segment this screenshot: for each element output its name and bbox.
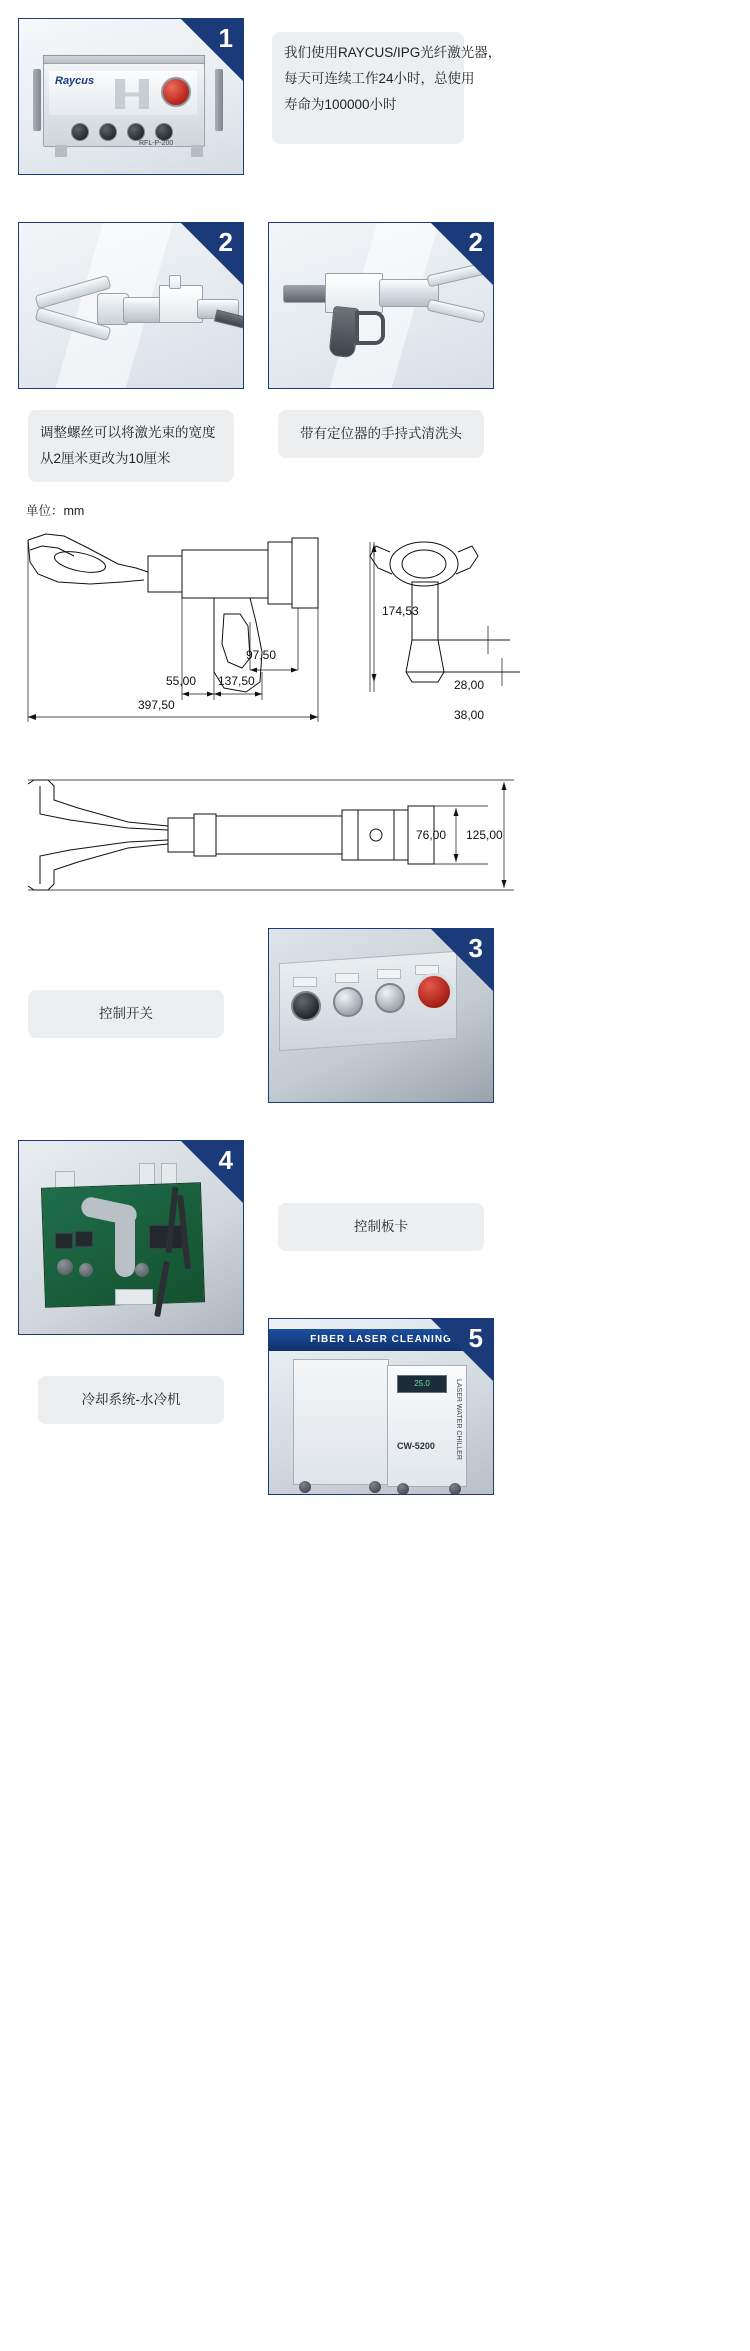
caption-laser-line-3: 寿命为100000小时 <box>284 97 397 112</box>
badge-number-2b: 2 <box>468 227 483 257</box>
pcb-chip-2 <box>75 1231 93 1247</box>
laser-port-1 <box>71 123 89 141</box>
pcb-grey-cable-vertical <box>115 1211 135 1277</box>
drawing-side-view <box>18 522 338 742</box>
dim-total-length: 397,50 <box>138 698 175 712</box>
laser-port-3 <box>127 123 145 141</box>
head-screw <box>169 275 181 289</box>
laser-source-photo <box>18 18 244 175</box>
switch-tag-3 <box>377 969 401 979</box>
switch-tag-2 <box>335 973 359 983</box>
badge-number-1: 1 <box>218 23 233 53</box>
drawing-plan-view <box>18 770 518 900</box>
chiller-banner-text: FIBER LASER CLEANING <box>310 1334 452 1345</box>
pcb-capacitor-2 <box>79 1263 93 1277</box>
laser-brand-label: Raycus <box>55 75 95 87</box>
caption-handheld-head <box>278 410 484 458</box>
switch-knob-3 <box>375 983 405 1013</box>
badge-corner-5 <box>431 1319 493 1381</box>
badge-number-4: 4 <box>218 1145 233 1175</box>
dim-97: 97,50 <box>246 648 277 662</box>
control-board-photo <box>18 1140 244 1335</box>
unit-label: 单位：mm <box>26 504 85 518</box>
badge-corner-2a <box>181 223 243 285</box>
laser-foot-right <box>191 145 203 157</box>
caption-control-switch-text: 控制开关 <box>99 1006 153 1021</box>
caption-laser-source <box>272 32 502 144</box>
caption-cooling-system-text: 冷却系统-水冷机 <box>81 1392 181 1407</box>
pcb-capacitor-1 <box>57 1259 73 1275</box>
pcb-chip-1 <box>55 1233 73 1249</box>
badge-corner-4 <box>181 1141 243 1203</box>
laser-port-2 <box>99 123 117 141</box>
side-view-svg <box>18 522 338 742</box>
cleaning-head-photo <box>18 222 244 389</box>
badge-number-5: 5 <box>468 1323 483 1353</box>
dim-125: 125,00 <box>466 828 503 842</box>
laser-model-label: RFL-P-200 <box>139 140 174 147</box>
chiller-cabinet <box>293 1359 389 1485</box>
badge-corner-1 <box>181 19 243 81</box>
switch-knob-1 <box>291 991 321 1021</box>
badge-corner-2b <box>431 223 493 285</box>
control-switch-photo <box>268 928 494 1103</box>
chiller-caster-3 <box>397 1483 409 1495</box>
badge-corner-3 <box>431 929 493 991</box>
caption-screw-line-1: 调整螺丝可以将激光束的宽度 <box>40 425 216 440</box>
caption-control-board-text: 控制板卡 <box>354 1219 408 1234</box>
caption-screw-adjust <box>28 410 234 482</box>
handheld-gun-photo <box>268 222 494 389</box>
pcb-db9-connector <box>115 1289 153 1305</box>
badge-number-3: 3 <box>468 933 483 963</box>
pcb-capacitor-3 <box>135 1263 149 1277</box>
caption-control-board <box>278 1203 484 1251</box>
dim-137: 137,50 <box>218 674 255 688</box>
chiller-side-label: LASER WATER CHILLER <box>455 1379 462 1460</box>
caption-control-switch <box>28 990 224 1038</box>
caption-laser-line-1: 我们使用RAYCUS/IPG光纤激光器， <box>284 45 502 60</box>
chiller-photo <box>268 1318 494 1495</box>
dim-174: 174,53 <box>382 604 419 618</box>
chiller-caster-4 <box>449 1483 461 1495</box>
gun-trigger-guard <box>355 311 385 345</box>
laser-port-4 <box>155 123 173 141</box>
caption-handheld-text: 带有定位器的手持式清洗头 <box>300 426 462 441</box>
chiller-caster-2 <box>369 1481 381 1493</box>
chiller-model-label: CW-5200 <box>397 1441 435 1451</box>
caption-laser-line-2: 每天可连续工作24小时，总使用 <box>284 71 475 86</box>
dim-38: 38,00 <box>454 708 485 722</box>
switch-tag-1 <box>293 977 317 987</box>
drawing-front-view <box>360 522 550 742</box>
chiller-caster-1 <box>299 1481 311 1493</box>
laser-handle-left <box>33 69 41 131</box>
caption-cooling-system <box>38 1376 224 1424</box>
dim-28: 28,00 <box>454 678 485 692</box>
dim-76: 76,00 <box>416 828 447 842</box>
caption-screw-line-2: 从2厘米更改为10厘米 <box>40 451 171 466</box>
badge-number-2a: 2 <box>218 227 233 257</box>
dim-55: 55,00 <box>166 674 197 688</box>
emergency-stop-icon <box>161 77 191 107</box>
chiller-display-value: 25.0 <box>414 1379 430 1388</box>
gun-rear-tube <box>283 285 331 303</box>
switch-knob-2 <box>333 987 363 1017</box>
laser-foot-left <box>55 145 67 157</box>
